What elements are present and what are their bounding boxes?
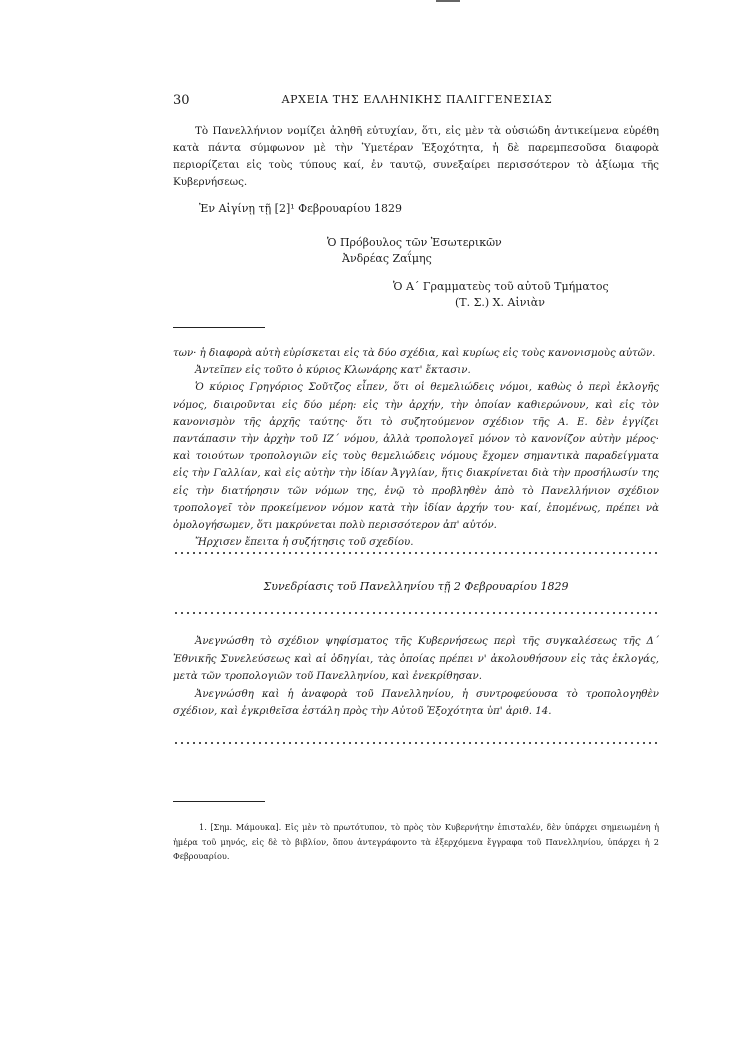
- dotted-separator: [173, 742, 659, 744]
- body-paragraph: Τὸ Πανελλήνιον νομίζει ἀληθῆ εὐτυχίαν, ὅτι, εἰς μὲν τὰ οὐσιώδη ἀντικείμενα εὑρέθη κατὰ πάντα σύμφωνον μὲ τὴν Ὑμετέραν Ἐξοχότητα, ἡ δὲ παρεμπεσοῦσα διαφορὰ περιορίζεται εἰς τοὺς τύπους καί, ἐν ταυτῷ, συνεξαίρει περισσότερον τὸ ἀξίωμα τῆς Κυβερνήσεως.: [173, 125, 659, 188]
- record-paragraph: Ἀνεγνώσθη τὸ σχέδιον ψηφίσματος τῆς Κυβερνήσεως περὶ τῆς συγκαλέσεως τῆς Δ΄ Ἐθνικῆς Συνελεύσεως καὶ αἱ ὁδηγίαι, τὰς ὁποίας πρέπει ν' ἀκολουθήσουν εἰς τὰς ἐκλογάς, μετὰ τῶν τροπολογιῶν τοῦ Πανελληνίου, καὶ ἐνεκρίθησαν.: [173, 636, 659, 682]
- page-number: 30: [173, 93, 190, 108]
- date-line: Ἐν Αἰγίνῃ τῇ [2]¹ Φεβρουαρίου 1829: [199, 202, 403, 215]
- excerpt-paragraph: Ἤρχισεν ἔπειτα ἡ συζήτησις τοῦ σχεδίου.: [195, 537, 414, 549]
- footnote-rule: [173, 801, 265, 802]
- section-rule: [173, 327, 265, 328]
- top-edge-mark: [436, 0, 460, 2]
- signature-name-zaimis: Ἀνδρέας Ζαΐμης: [342, 252, 432, 265]
- excerpt-paragraph: Ἀντεῖπεν εἰς τοῦτο ὁ κύριος Κλωνάρης κατ' ἔκτασιν.: [195, 365, 471, 377]
- record-paragraph: Ἀνεγνώσθη καὶ ἡ ἀναφορὰ τοῦ Πανελληνίου, ἡ συντροφεύουσα τὸ τροπολογηθὲν σχέδιον, καὶ ἐγκριθεῖσα ἐστάλη πρὸς τὴν Αὐτοῦ Ἐξοχότητα ὑπ' ἀριθ. 14.: [173, 688, 659, 717]
- excerpt-paragraph: των· ἡ διαφορὰ αὐτὴ εὑρίσκεται εἰς τὰ δύο σχέδια, καὶ κυρίως εἰς τοὺς κανονισμοὺς αὐτῶν.: [173, 348, 656, 359]
- minutes-excerpt: [173, 345, 659, 551]
- excerpt-paragraph: Ὁ κύριος Γρηγόριος Σοῦτζος εἶπεν, ὅτι οἱ θεμελιώδεις νόμοι, καθὼς ὁ περὶ ἐκλογῆς νόμος, διαιροῦνται εἰς δύο μέρη: εἰς τὴν ἀρχήν, τὴν ὁποίαν καθιερώνουν, καὶ εἰς τὸν κανονισμὸν τῆς ἀρχῆς ταύτης· ὅτι τὸ συζητούμενον σχέδιον τῆς Α. Ε. δὲν ἐγγίζει παντάπασιν τὴν ἀρχὴν τοῦ ΙΖ΄ νόμου, ἀλλὰ τροπολογεῖ μόνον τὸ κανονίζον αὐτὴν μέρος· καὶ τοιούτων τροπολογιῶν εἰς τοὺς θεμελιώδεις νόμους ἔχομεν σημαντικὰ παραδείγματα εἰς τὴν Γαλλίαν, καὶ εἰς αὐτὴν τὴν ἰδίαν Ἀγγλίαν, ἥτις διακρίνεται διὰ τὴν προσήλωσίν της εἰς τὴν διατήρησιν τῶν νόμων της, ἐνῷ τὸ προβληθὲν ἀπὸ τὸ Πανελλήνιον σχέδιον τροπολογεῖ τὸν προκείμενον νόμον κατὰ τὴν ἰδίαν ἀρχήν του· καί, ἑπομένως, πρέπει νὰ ὁμολογήσωμεν, ὅτι μακρύνεται πολὺ περισσότερον ἀπ' αὐτόν.: [173, 382, 659, 532]
- dotted-separator: [173, 552, 659, 554]
- footnote: 1. [Σημ. Μάμουκα]. Εἰς μὲν τὸ πρωτότυπον, τὸ πρὸς τὸν Κυβερνήτην ἐπισταλέν, δὲν ὑπάρχει σημειωμένη ἡ ἡμέρα τοῦ μηνός, εἰς δὲ τὸ βιβλίον, ὅπου ἀντεγράφοντο τὰ ἐξερχόμενα ἔγγραφα τοῦ Πανελληνίου, ὑπάρχει ἡ 2 Φεβρουαρίου.: [173, 822, 659, 861]
- signature-name-ainian: (Τ. Σ.) Χ. Αἰνιὰν: [455, 296, 545, 309]
- dotted-separator: [173, 612, 659, 614]
- session-records: [173, 633, 659, 721]
- session-title: Συνεδρίασις τοῦ Πανελληνίου τῇ 2 Φεβρουαρίου 1829: [263, 580, 569, 593]
- signature-title-secretary: Ὁ Α΄ Γραμματεὺς τοῦ αὐτοῦ Τμήματος: [393, 280, 609, 293]
- running-head: ΑΡΧΕΙΑ ΤΗΣ ΕΛΛΗΝΙΚΗΣ ΠΑΛΙΓΓΕΝΕΣΙΑΣ: [281, 93, 553, 106]
- signature-title-proboulos: Ὁ Πρόβουλος τῶν Ἐσωτερικῶν: [327, 236, 502, 249]
